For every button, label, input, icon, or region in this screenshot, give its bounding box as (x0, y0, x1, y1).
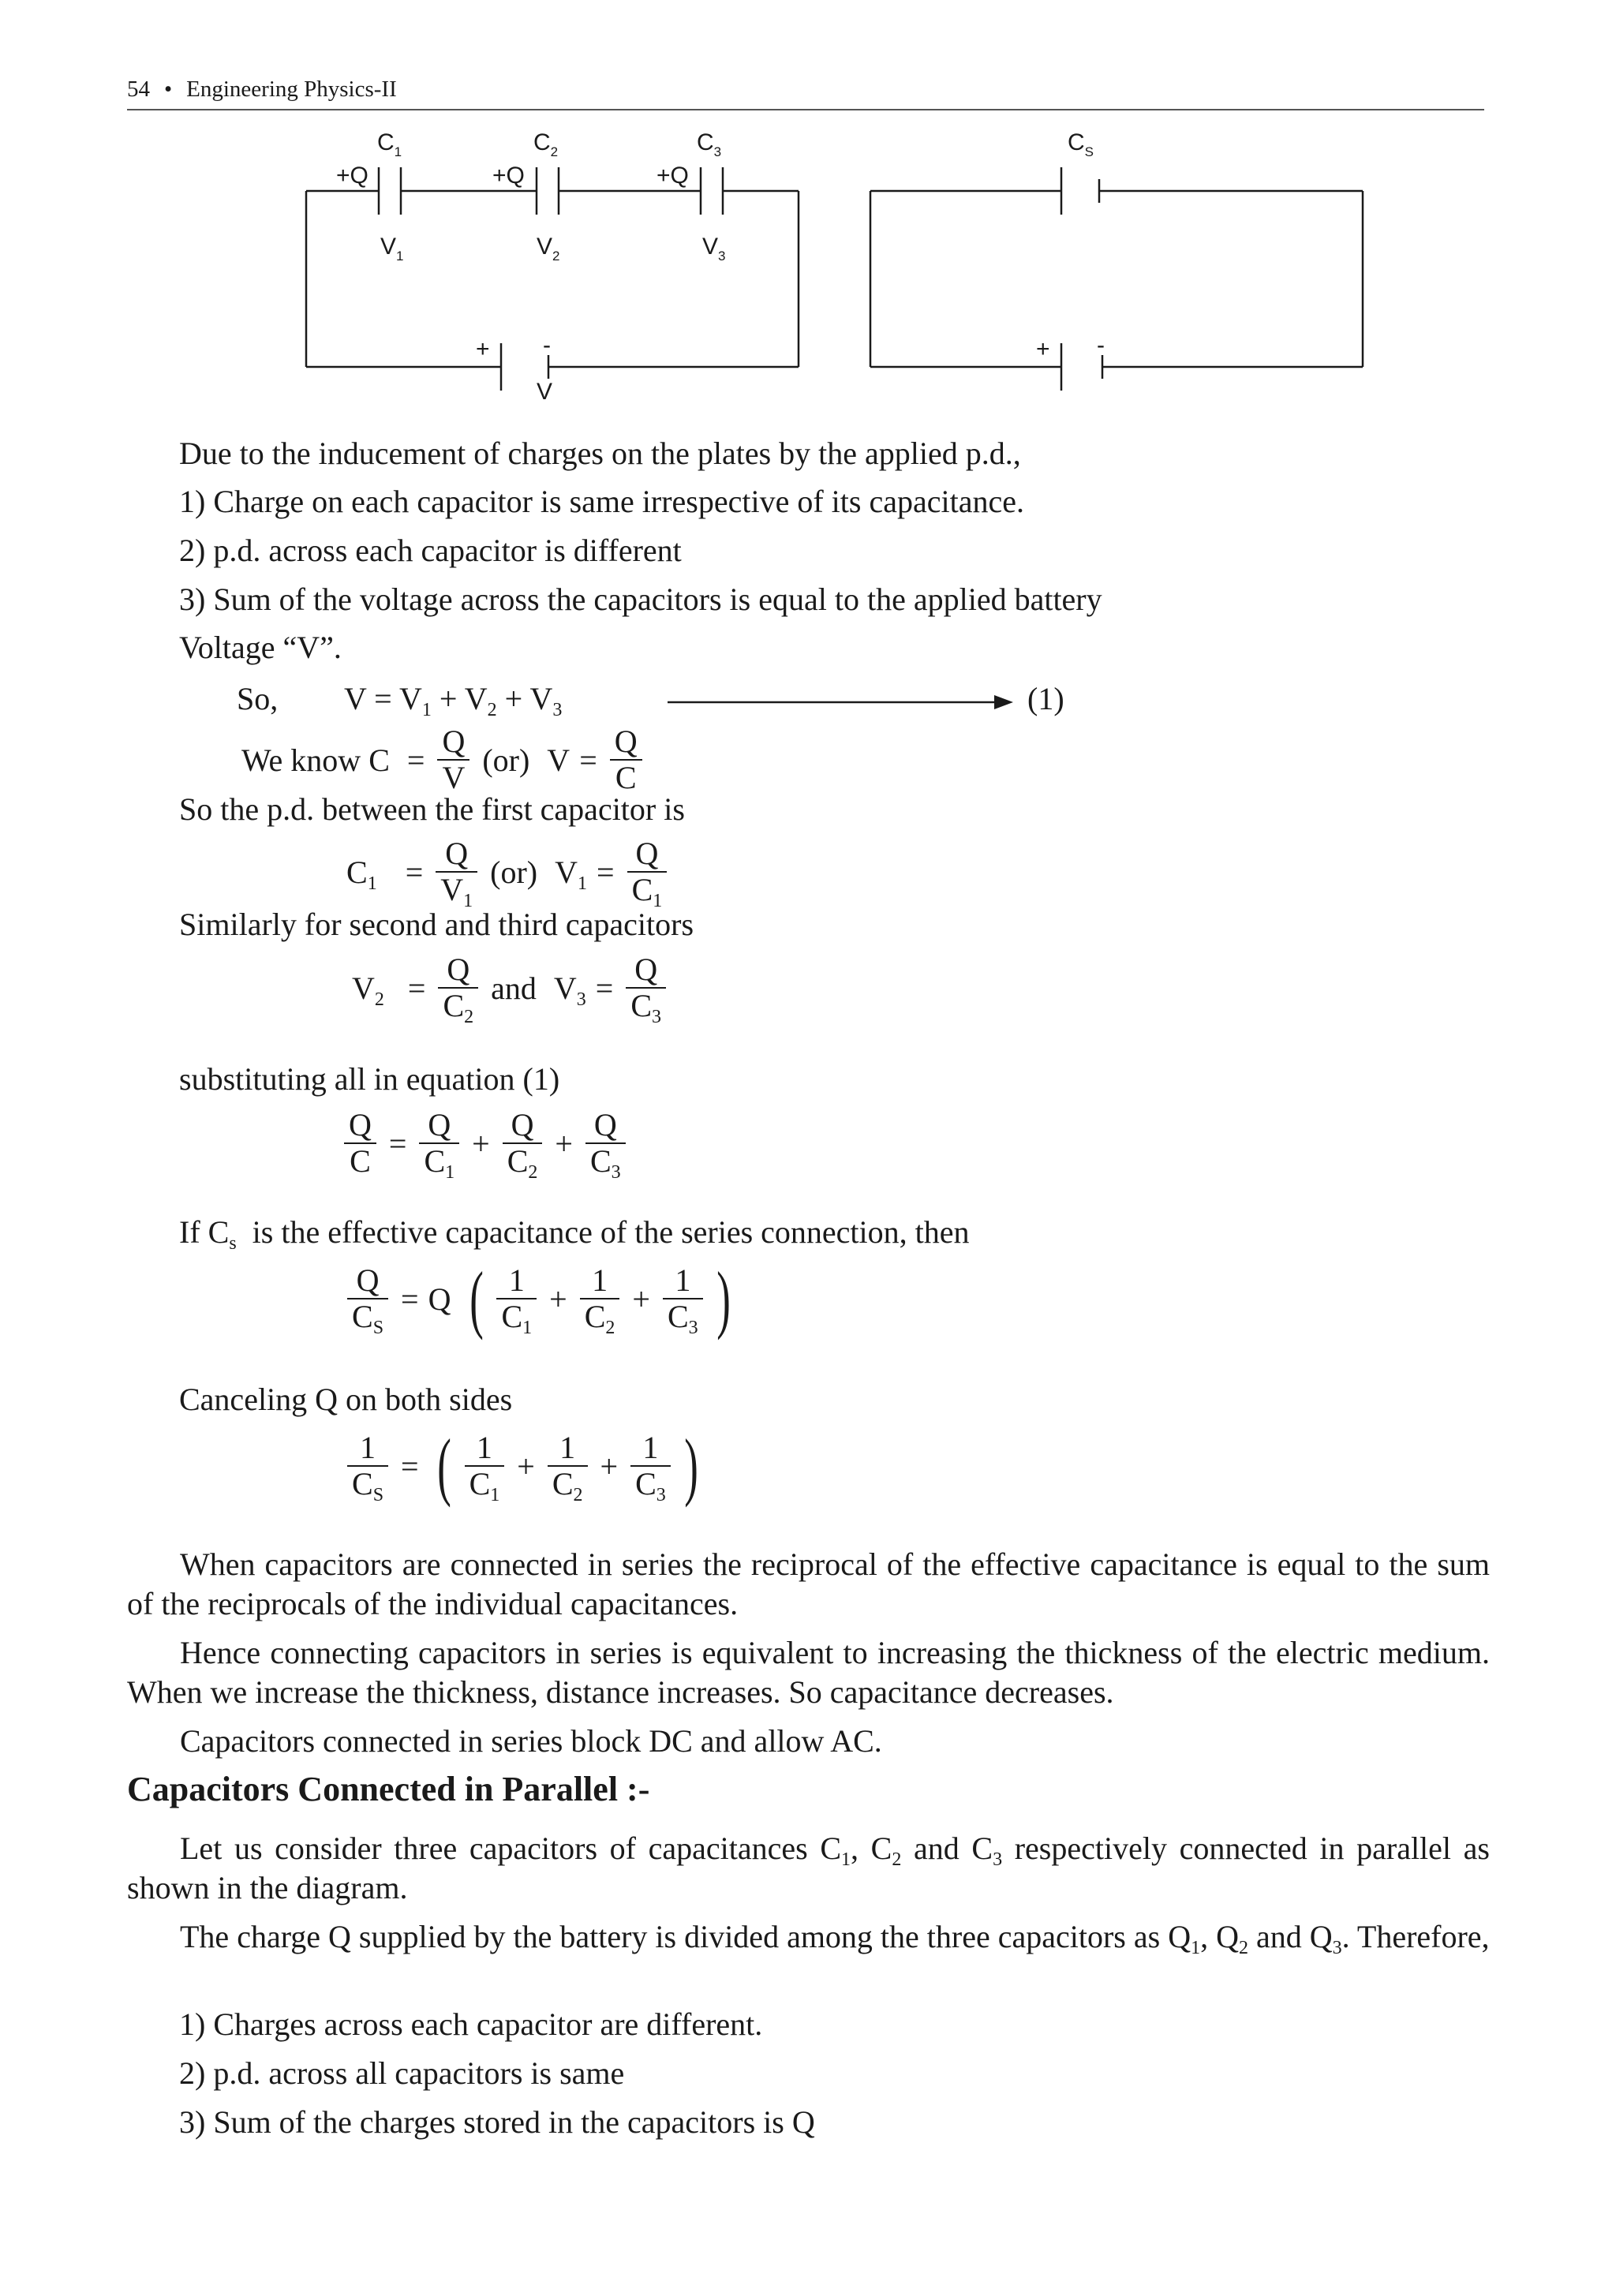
point-1: 1) Charge on each capacitor is same irrespective of its capacitance. (179, 484, 1024, 519)
first-cap-text: So the p.d. between the first capacitor is (179, 791, 685, 827)
similarly-text: Similarly for second and third capacitors (179, 907, 694, 942)
cap-label-c2: $C_2$ (533, 129, 559, 159)
capacitor-series-diagram (0, 118, 1616, 418)
point-3-cont: Voltage “V”. (179, 630, 342, 665)
volt-label-v2: $V_2$ (537, 234, 560, 264)
intro-text: Due to the inducement of charges on the plates by the applied p.d., (179, 436, 1021, 471)
volt-label-v3: $V_3$ (702, 234, 726, 264)
point-3: 3) Sum of the voltage across the capacitors is equal to the applied battery (179, 581, 1102, 617)
charge-label-2: +Q (492, 163, 525, 189)
equivalent-labels (1036, 129, 1105, 362)
if-cs-text: If $C_s$ is the effective capacitance of the series connection, then (179, 1214, 970, 1254)
page-header (127, 77, 397, 103)
cap-label-cs: $C_S$ (1068, 129, 1094, 159)
eq-reciprocal: $\frac{1}{C_S}$ = ( $\frac{1}{C_1}$ + $\frac{1}{C_2}$ + $\frac{1}{C_3}$ ) (347, 1428, 704, 1504)
para-thickness: Hence connecting capacitors in series is equivalent to increasing the thickness of the electric medium. When we increase the thickness, distance increases. So capacitance decreases. (127, 1635, 1490, 1710)
header-rule (127, 109, 1484, 110)
para-reciprocal: When capacitors are connected in series the reciprocal of the effective capacitance is equal to the sum of the reciprocals of the individual capacitances. (127, 1546, 1490, 1621)
eq1-label: (1) (1027, 681, 1064, 716)
charge-label-3: +Q (656, 163, 689, 189)
volt-label-v1: $V_1$ (380, 234, 404, 264)
battery-minus: - (543, 332, 551, 358)
para-dc-ac: Capacitors connected in series block DC and allow AC. (180, 1723, 882, 1759)
cap-label-c1: $C_1$ (377, 129, 402, 159)
eq1-arrow (668, 693, 1015, 712)
equivalent-circuit (870, 167, 1363, 391)
canceling-text: Canceling Q on both sides (179, 1382, 513, 1417)
section-heading: Capacitors Connected in Parallel :- (127, 1770, 650, 1808)
charge-label-1: +Q (336, 163, 368, 189)
book-title: Engineering Physics-II (186, 77, 397, 102)
eq-battery-plus: + (1036, 336, 1050, 362)
battery-plus: + (476, 336, 490, 362)
eq-second-third-cap: $V_2$ = $\frac{Q}{C_2}$ and $V_3$ = $\frac{Q}{C_3}$ (347, 952, 666, 1023)
eq-effective-q: $\frac{Q}{C_S}$ = Q ( $\frac{1}{C_1}$ + $\frac{1}{C_2}$ + $\frac{1}{C_3}$ ) (347, 1261, 736, 1337)
eq-substituted: $\frac{Q}{C}$ = $\frac{Q}{C_1}$ + $\frac{Q}{C_2}$ + $\frac{Q}{C_3}$ (344, 1108, 626, 1179)
header-bullet: • (164, 77, 173, 102)
battery-label: V (537, 379, 553, 405)
parallel-point-3: 3) Sum of the charges stored in the capacitors is Q (179, 2104, 815, 2140)
page-number: 54 (127, 77, 150, 102)
eq1: $V = V_1 + V_2 + V_3$ (344, 681, 563, 720)
para-charge-divided: The charge Q supplied by the battery is divided among the three capacitors as $Q_1$, $Q_2$ and $Q_3$. Therefore, (180, 1919, 1490, 1958)
point-2: 2) p.d. across each capacitor is different (179, 533, 682, 568)
eq-capacitance-def: We know C = $\frac{Q}{V}$ (or) V = $\frac{Q}{C}$ (237, 724, 642, 795)
parallel-point-2: 2) p.d. across all capacitors is same (179, 2055, 625, 2091)
eq-first-cap: $C_1$ = $\frac{Q}{V_1}$ (or) $V_1$ = $\frac{Q}{C_1}$ (342, 836, 667, 907)
series-labels (336, 129, 725, 405)
substituting-text: substituting all in equation (1) (179, 1061, 560, 1097)
eq-battery-minus: - (1097, 332, 1105, 358)
series-circuit (306, 167, 799, 391)
eq1-so: So, (237, 681, 279, 716)
parallel-point-1: 1) Charges across each capacitor are different. (179, 2006, 763, 2042)
para-parallel-intro: Let us consider three capacitors of capacitances $C_1$, $C_2$ and $C_3$ respectively connected in parallel as shown in the diagram. (127, 1830, 1490, 1905)
cap-label-c3: $C_3$ (697, 129, 722, 159)
